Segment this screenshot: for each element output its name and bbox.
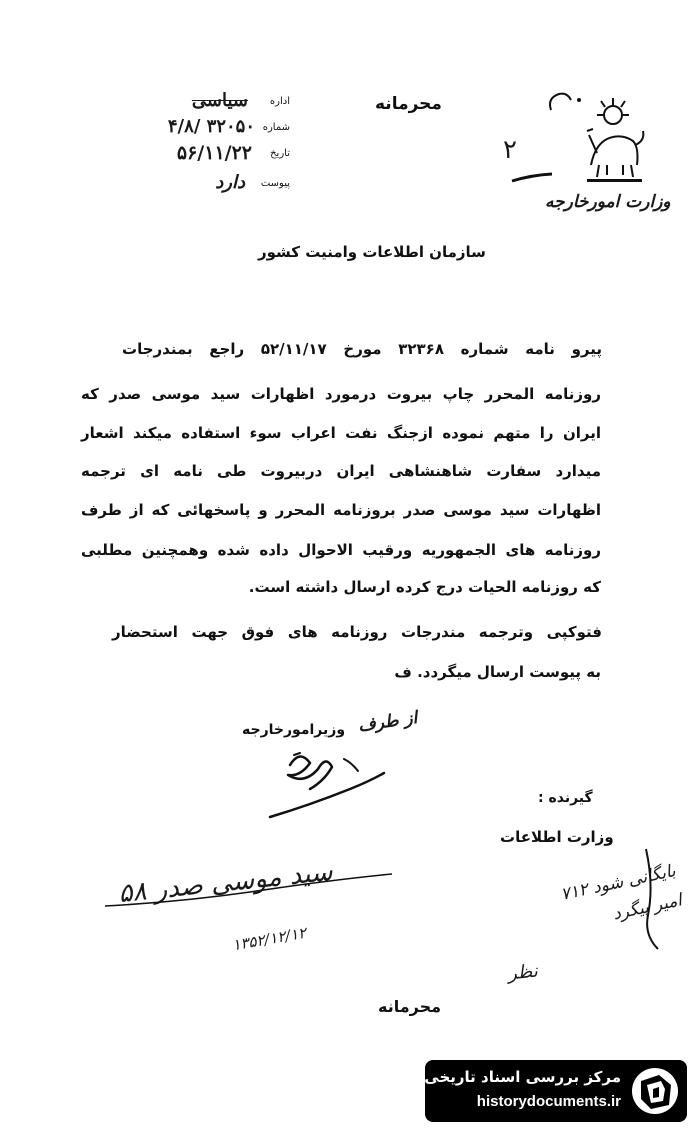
number-value: ۳۲۰۵۰ /۴/۸	[167, 116, 255, 137]
body-line-1: پیرو نامه شماره ۳۲۳۶۸ مورخ ۵۲/۱۱/۱۷ راجع بمندرجات	[122, 340, 602, 358]
margin-vertical-stroke	[640, 845, 670, 959]
cc-recipient: وزارت اطلاعات	[500, 828, 614, 846]
attachment-label: پیوست	[260, 178, 290, 189]
side-mark: ۲	[503, 135, 517, 165]
watermark-badge	[425, 1060, 687, 1122]
body-line-8: فتوکپی وترجمه مندرجات روزنامه های فوق جهت استحضار	[112, 623, 602, 641]
office-label: اداره	[269, 96, 290, 107]
office-value: سیاسی	[191, 90, 248, 111]
lion-and-sun-emblem-icon	[577, 95, 652, 190]
body-line-6: روزنامه های الجمهوریه ورقیب الاحوال داده شده وهمچنین مطلبی	[81, 541, 601, 559]
recipient-org: سازمان اطلاعات وامنیت کشور	[258, 243, 486, 261]
date-label: تاریخ	[270, 148, 290, 159]
body-line-3: ایران را متهم نموده ازجنگ نفت اعراب سوء استفاده میکند اشعار	[81, 424, 601, 442]
watermark-logo-icon	[629, 1065, 681, 1117]
handwritten-initial: نظر	[506, 960, 539, 985]
signature-on-behalf: از طرف	[356, 707, 419, 737]
handwritten-note-line: سید موسی صدر ۵۸	[117, 856, 335, 910]
classification-bottom: محرمانه	[378, 997, 442, 1016]
date-value: ۵۶/۱۱/۲۲	[176, 142, 252, 164]
signature-scribble	[260, 745, 390, 829]
handwritten-stroke	[510, 170, 555, 189]
attachment-value: دارد	[215, 172, 245, 193]
watermark-url: historydocuments.ir	[476, 1093, 621, 1110]
ministry-name: وزارت امورخارجه	[545, 192, 671, 212]
body-line-4: میدارد سفارت شاهنشاهی ایران دربیروت طی نامه ای ترجمه	[81, 462, 601, 480]
body-line-9: به پیوست ارسال میگردد. ف	[394, 663, 601, 681]
body-line-7: که روزنامه الحیات درج کرده ارسال داشته است.	[248, 578, 601, 596]
body-line-5: اظهارات سید موسی صدر بروزنامه المحرر و پاسخهائی که از طرف	[81, 501, 601, 519]
handwritten-date-stamp: ۱۳۵۲/۱۲/۱۲	[231, 923, 308, 955]
signature-title: وزیرامورخارجه	[242, 722, 346, 738]
body-line-2: روزنامه المحرر چاپ بیروت درمورد اظهارات سید موسی صدر که	[81, 385, 601, 403]
classification-top: محرمانه	[375, 94, 442, 114]
number-label: شماره	[262, 122, 290, 133]
watermark-title: مرکز بررسی اسناد تاریخی	[424, 1068, 621, 1086]
handwritten-underline	[100, 872, 400, 916]
header-fields	[110, 92, 290, 200]
handwritten-curl	[545, 88, 585, 122]
handwritten-margin-note: بایگانی شود ۷۱۲ امیر پیگرد	[558, 860, 684, 925]
cc-label: گیرنده :	[538, 790, 593, 806]
